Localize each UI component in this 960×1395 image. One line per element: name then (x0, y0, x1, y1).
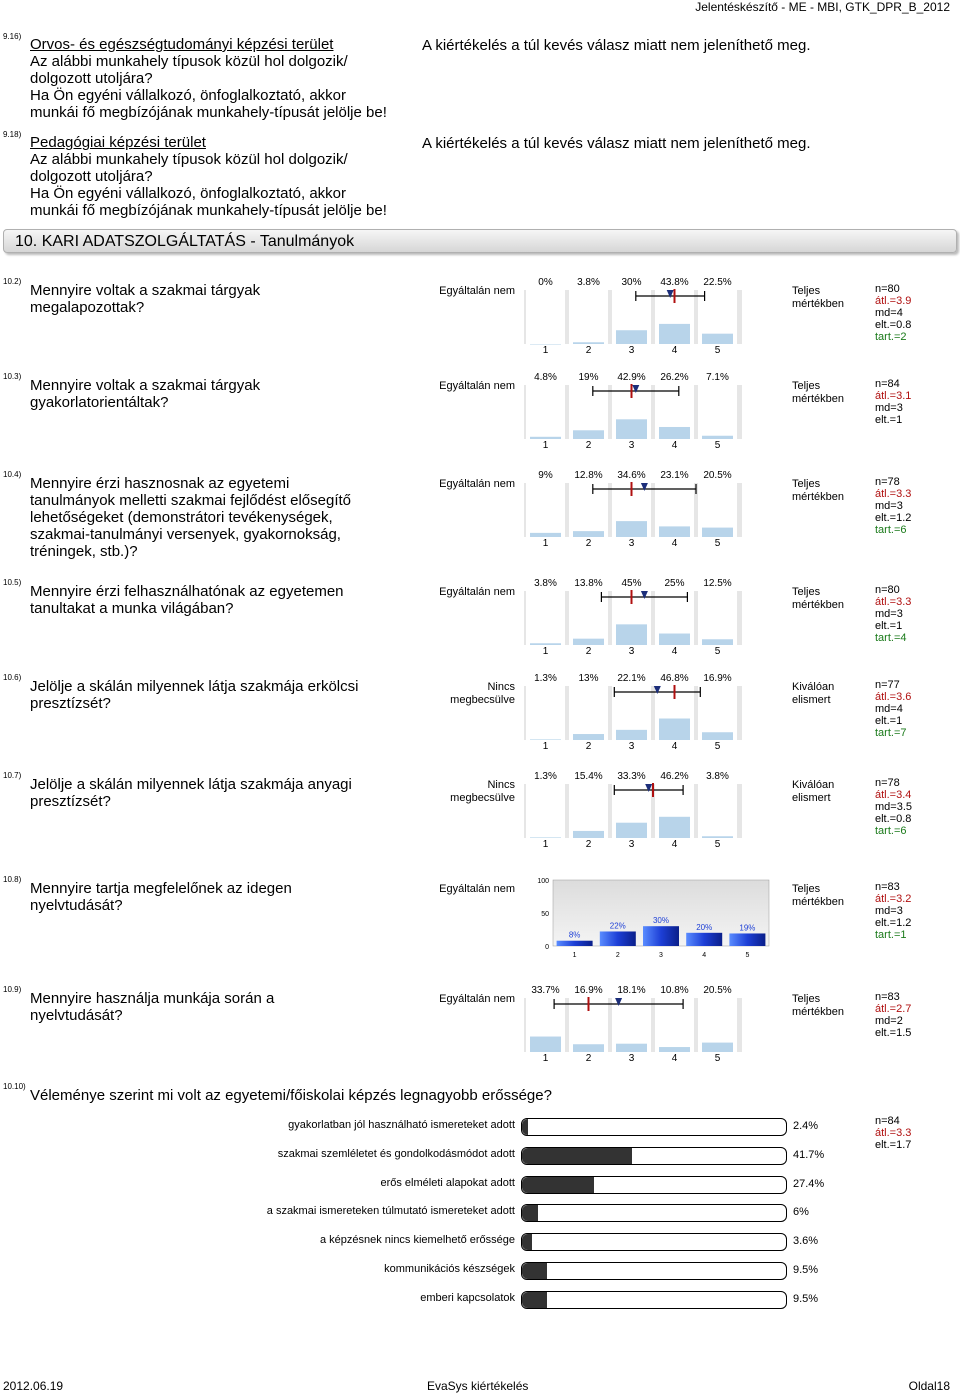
choice-value: 3.6% (793, 1235, 819, 1248)
chart-column (569, 290, 608, 344)
scale-right-label: Kiválóan elismert (792, 779, 835, 804)
distribution-bar (659, 817, 690, 838)
question-text: Véleménye szerint mi volt az egyetemi/főiskolai képzés legnagyobb erőssége? (30, 1087, 552, 1104)
question-text (30, 282, 415, 316)
section-title: 10. KARI ADATSZOLGÁLTATÁS - Tanulmányok (15, 233, 355, 250)
pct-label: 9% (538, 470, 553, 481)
choice-label: erős elméleti alapokat adott (380, 1176, 515, 1189)
chart-column (569, 483, 608, 537)
scale-tick: 2 (585, 839, 592, 848)
stat-line: n=84 (875, 1115, 900, 1127)
no-result-note: A kiértékelés a túl kevés válasz miatt nem jeleníthető meg. (422, 135, 811, 152)
chart-column (526, 483, 565, 537)
scale-left-label: Egyáltalán nem (439, 478, 515, 490)
distribution-bar (573, 734, 604, 740)
distribution-bar (616, 1044, 647, 1052)
stat-line: n=77 (875, 679, 900, 691)
pct-label: 26.2% (660, 372, 689, 383)
question-line: szakmai-tanulmányi versenyek, gyakornokság, (30, 526, 341, 543)
scale-tick: 5 (714, 345, 721, 354)
x-tick: 5 (745, 952, 750, 959)
y-tick: 0 (545, 944, 549, 951)
pct-label: 13% (578, 673, 599, 684)
question-line: dolgozott utoljára? (30, 70, 153, 87)
scale-tick: 4 (671, 538, 678, 547)
stat-line: n=83 (875, 881, 900, 893)
distribution-bar (616, 521, 647, 537)
stat-line: átl.=3.1 (875, 390, 912, 402)
pct-label: 18.1% (617, 985, 646, 996)
choice-label: a képzésnek nincs kiemelhető erőssége (319, 1234, 515, 1247)
question-line: presztízsét? (30, 793, 111, 810)
distribution-bar (573, 1044, 604, 1052)
question-stats (875, 991, 911, 1039)
pct-label: 20.5% (703, 470, 732, 481)
distribution-bar (616, 419, 647, 439)
pct-label: 0% (538, 277, 553, 288)
scale-right-label: Teljes mértékben (792, 380, 844, 405)
choice-bar (521, 1118, 787, 1136)
section-header (3, 229, 957, 253)
data-label: 20% (696, 922, 713, 932)
choice-label: emberi kapcsolatok (420, 1291, 515, 1304)
question-stats (875, 584, 911, 644)
stat-line: md=3.5 (875, 801, 912, 813)
stat-line: elt.=1 (875, 620, 903, 632)
choice-bar-fill (522, 1263, 547, 1279)
scale-tick: 3 (628, 646, 635, 655)
distribution-chart (524, 670, 742, 750)
distribution-chart (524, 575, 742, 655)
stat-line: átl.=3.3 (875, 596, 912, 608)
scale-tick: 1 (542, 741, 549, 750)
question-line: presztízsét? (30, 695, 111, 712)
stat-line: elt.=1.7 (875, 1139, 912, 1151)
choice-label: gyakorlatban jól használható ismereteket adott (288, 1119, 515, 1131)
question-line: Mennyire tartja megfelelőnek az idegen (30, 880, 292, 897)
scale-tick: 2 (585, 538, 592, 547)
stat-line: md=3 (875, 500, 903, 512)
choice-value: 2.4% (793, 1120, 819, 1132)
pct-label: 4.8% (534, 372, 557, 383)
pct-label: 46.8% (660, 673, 689, 684)
chart-bar (686, 933, 722, 946)
stat-line: tart.=2 (875, 331, 907, 343)
report-header-title: Jelentéskészítő - ME - MBI, GTK_DPR_B_2012 (695, 0, 950, 14)
scale-tick: 4 (671, 741, 678, 750)
distribution-bar (702, 732, 733, 740)
choice-bar-fill (522, 1177, 594, 1193)
choice-value: 27.4% (793, 1177, 825, 1190)
question-line: Mennyire voltak a szakmai tárgyak (30, 377, 261, 394)
scale-tick: 5 (714, 646, 721, 655)
question-text (30, 134, 415, 219)
distribution-bar (702, 436, 733, 439)
footer-page: Oldal18 (908, 1379, 950, 1393)
pct-label: 7.1% (706, 372, 729, 383)
scale-tick: 3 (628, 1053, 635, 1062)
distribution-bar (659, 1047, 690, 1052)
x-tick: 2 (615, 952, 620, 959)
chart-bar (643, 926, 679, 946)
scale-left-label: Egyáltalán nem (439, 285, 515, 297)
choice-value: 6% (793, 1206, 809, 1219)
choice-label: kommunikációs készségek (384, 1263, 515, 1275)
chart-column (526, 290, 565, 344)
question-number: 10.2) (3, 277, 22, 286)
question-line: Mennyire használja munkája során a (30, 990, 275, 1007)
chart-column (526, 591, 565, 645)
pct-label: 33.7% (531, 985, 560, 996)
question-stats (875, 1115, 911, 1151)
scale-tick: 4 (671, 440, 678, 449)
stat-line: md=3 (875, 402, 903, 414)
question-number: 9.16) (3, 32, 22, 41)
choice-label: a szakmai ismereteken túlmutató ismereteket adott (266, 1205, 515, 1218)
distribution-bar (530, 533, 561, 537)
stat-line: átl.=3.6 (875, 691, 912, 703)
distribution-bar (530, 643, 561, 645)
scale-tick: 1 (542, 440, 549, 449)
stat-line: elt.=1 (875, 414, 903, 426)
distribution-bar (659, 427, 690, 439)
scale-tick: 4 (671, 646, 678, 655)
distribution-bar (573, 639, 604, 645)
scale-tick: 3 (628, 538, 635, 547)
distribution-chart (524, 768, 742, 848)
scale-tick: 4 (671, 1053, 678, 1062)
choice-bar-fill (522, 1292, 547, 1308)
question-line: Mennyire érzi felhasználhatónak az egyetemen (30, 583, 344, 600)
scale-left-label: Nincs megbecsülve (450, 779, 515, 804)
chart-column (698, 591, 737, 645)
scale-tick: 1 (542, 839, 549, 848)
stat-line: tart.=1 (875, 929, 907, 941)
pct-label: 1.3% (534, 673, 557, 684)
question-line: nyelvtudását? (30, 1007, 123, 1024)
scale-tick: 3 (628, 440, 635, 449)
chart-column (698, 686, 737, 740)
scale-left-label: Egyáltalán nem (439, 993, 515, 1005)
stat-line: n=84 (875, 378, 900, 390)
footer-date: 2012.06.19 (3, 1379, 64, 1393)
distribution-chart (524, 982, 742, 1062)
scale-left-label: Egyáltalán nem (439, 380, 515, 392)
choice-bar (521, 1147, 787, 1165)
scale-tick: 2 (585, 345, 592, 354)
distribution-bar (530, 437, 561, 439)
pct-label: 34.6% (617, 470, 646, 481)
scale-tick: 2 (585, 646, 592, 655)
stat-line: n=78 (875, 476, 900, 488)
question-number: 9.18) (3, 130, 22, 139)
scale-tick: 5 (714, 538, 721, 547)
distribution-bar (616, 730, 647, 740)
distribution-bar (702, 334, 733, 344)
distribution-bar (530, 739, 561, 740)
pct-label: 22.5% (703, 277, 732, 288)
chart-column (526, 385, 565, 439)
scale-tick: 3 (628, 741, 635, 750)
question-text (30, 475, 415, 560)
data-label: 30% (652, 916, 670, 926)
stat-line: tart.=6 (875, 524, 907, 536)
pct-label: 16.9% (703, 673, 732, 684)
distribution-bar (616, 823, 647, 838)
chart-column (698, 784, 737, 838)
question-line: Mennyire voltak a szakmai tárgyak (30, 282, 261, 299)
question-stats (875, 476, 911, 536)
question-number: 10.7) (3, 771, 22, 780)
choice-value: 9.5% (793, 1292, 819, 1305)
question-line: tanulmányok melletti szakmai fejlődést elősegítő (30, 492, 351, 509)
stat-line: elt.=1.2 (875, 917, 912, 929)
choice-value: 41.7% (793, 1148, 825, 1161)
question-text (30, 776, 415, 810)
data-label: 8% (568, 930, 581, 940)
chart-bar (729, 933, 765, 946)
distribution-bar (573, 831, 604, 838)
question-line: tanultakat a munka világában? (30, 600, 234, 617)
scale-tick: 3 (628, 839, 635, 848)
pct-label: 42.9% (617, 372, 646, 383)
question-line: Ha Ön egyéni vállalkozó, önfoglalkoztató, akkor (30, 87, 347, 104)
distribution-bar (573, 531, 604, 537)
scale-tick: 5 (714, 440, 721, 449)
question-stats (875, 679, 911, 739)
pct-label: 23.1% (660, 470, 689, 481)
scale-tick: 4 (671, 839, 678, 848)
question-text (30, 880, 415, 914)
stat-line: tart.=4 (875, 632, 907, 644)
question-number: 10.9) (3, 985, 22, 994)
pct-label: 1.3% (534, 771, 557, 782)
pct-label: 25% (664, 578, 685, 589)
distribution-bar (702, 639, 733, 645)
pct-label: 20.5% (703, 985, 732, 996)
stat-line: átl.=3.9 (875, 295, 912, 307)
question-stats (875, 777, 912, 837)
question-title: Pedagógiai képzési terület (30, 134, 206, 151)
question-number: 10.3) (3, 372, 22, 381)
choice-bar (521, 1176, 787, 1194)
question-number: 10.4) (3, 470, 22, 479)
stat-line: n=83 (875, 991, 900, 1003)
stat-line: n=80 (875, 283, 900, 295)
pct-label: 45% (621, 578, 642, 589)
question-number: 10.8) (3, 875, 22, 884)
distribution-chart (524, 274, 742, 354)
question-line: Jelölje a skálán milyennek látja szakmája erkölcsi (30, 678, 359, 695)
distribution-bar (530, 1037, 561, 1052)
question-title: Orvos- és egészségtudományi képzési terület (30, 36, 334, 53)
scale-right-label: Teljes mértékben (792, 883, 844, 908)
chart-column (698, 385, 737, 439)
question-line: megalapozottak? (30, 299, 145, 316)
pct-label: 46.2% (660, 771, 689, 782)
data-label: 19% (739, 923, 756, 933)
pct-label: 12.5% (703, 578, 732, 589)
stat-line: átl.=3.4 (875, 789, 912, 801)
scale-left-label: Nincs megbecsülve (450, 681, 515, 706)
scale-right-label: Teljes mértékben (792, 285, 844, 310)
distribution-bar (573, 430, 604, 439)
distribution-bar (702, 836, 733, 838)
y-tick: 50 (541, 911, 549, 918)
pct-label: 3.8% (706, 771, 729, 782)
stat-line: n=78 (875, 777, 900, 789)
pct-label: 10.8% (660, 985, 689, 996)
bar-chart (525, 874, 775, 960)
pct-label: 30% (621, 277, 642, 288)
scale-tick: 5 (714, 1053, 721, 1062)
question-line: Mennyire érzi hasznosnak az egyetemi (30, 475, 290, 492)
distribution-bar (659, 634, 690, 645)
x-tick: 4 (702, 952, 707, 959)
choice-bar (521, 1262, 787, 1280)
question-number: 10.10) (3, 1082, 26, 1091)
stat-line: átl.=3.2 (875, 893, 912, 905)
no-result-note: A kiértékelés a túl kevés válasz miatt nem jeleníthető meg. (422, 37, 811, 54)
question-text (30, 583, 415, 617)
scale-right-label: Teljes mértékben (792, 478, 844, 503)
question-line: nyelvtudását? (30, 897, 123, 914)
scale-tick: 5 (714, 839, 721, 848)
scale-tick: 1 (542, 345, 549, 354)
scale-left-label: Egyáltalán nem (439, 883, 515, 895)
scale-tick: 2 (585, 440, 592, 449)
stat-line: átl.=3.3 (875, 1127, 912, 1139)
pct-label: 15.4% (574, 771, 603, 782)
question-line: Az alábbi munkahely típusok közül hol dolgozik/ (30, 53, 348, 70)
data-label: 22% (609, 921, 626, 931)
question-text (30, 990, 415, 1024)
choice-bar (521, 1233, 787, 1251)
scale-left-label: Egyáltalán nem (439, 586, 515, 598)
stat-line: tart.=6 (875, 825, 907, 837)
question-stats (875, 283, 911, 343)
chart-column (526, 686, 565, 740)
distribution-bar (659, 324, 690, 344)
chart-column (655, 998, 694, 1052)
stat-line: md=4 (875, 307, 903, 319)
distribution-bar (702, 528, 733, 537)
scale-tick: 1 (542, 538, 549, 547)
question-line: Jelölje a skálán milyennek látja szakmája anyagi (30, 776, 352, 793)
stat-line: átl.=2.7 (875, 1003, 912, 1015)
pct-label: 22.1% (617, 673, 646, 684)
y-tick: 100 (537, 878, 549, 885)
choice-bar-fill (522, 1205, 538, 1221)
stat-line: md=2 (875, 1015, 903, 1027)
distribution-bar (616, 624, 647, 645)
stat-line: md=3 (875, 608, 903, 620)
distribution-bar (702, 1043, 733, 1052)
scale-tick: 4 (671, 345, 678, 354)
scale-tick: 5 (714, 741, 721, 750)
stat-line: md=4 (875, 703, 903, 715)
stat-line: elt.=1.5 (875, 1027, 912, 1039)
choice-value: 9.5% (793, 1264, 819, 1276)
stat-line: elt.=0.8 (875, 813, 912, 825)
choice-bar (521, 1204, 787, 1222)
distribution-chart (524, 369, 742, 449)
scale-tick: 2 (585, 741, 592, 750)
question-line: Az alábbi munkahely típusok közül hol dolgozik/ (30, 151, 348, 168)
stat-line: tart.=7 (875, 727, 907, 739)
scale-right-label: Teljes mértékben (792, 586, 844, 611)
scale-tick: 1 (542, 1053, 549, 1062)
distribution-chart (524, 467, 742, 547)
choice-label: szakmai szemléletet és gondolkodásmódot adott (277, 1147, 515, 1160)
question-line: lehetőségeket (demonstrátori tevékenységek, (30, 509, 333, 526)
stat-line: elt.=0.8 (875, 319, 912, 331)
chart-column (569, 686, 608, 740)
question-text (30, 678, 415, 712)
question-line: munkái fő megbízójának munkahely-típusát jelölje be! (30, 202, 387, 219)
scale-right-label: Kiválóan elismert (792, 681, 835, 706)
chart-bar (557, 941, 593, 946)
choice-bar-fill (522, 1234, 532, 1250)
pct-label: 43.8% (660, 277, 689, 288)
scale-tick: 1 (542, 646, 549, 655)
distribution-bar (530, 837, 561, 838)
chart-bar (600, 931, 636, 946)
choice-bar-fill (522, 1148, 632, 1164)
question-line: tréningek, stb.)? (30, 543, 138, 560)
pct-label: 16.9% (574, 985, 603, 996)
scale-right-label: Teljes mértékben (792, 993, 844, 1018)
footer-center: EvaSys kiértékelés (427, 1379, 529, 1393)
choice-bar (521, 1291, 787, 1309)
distribution-bar (616, 330, 647, 344)
pct-label: 33.3% (617, 771, 646, 782)
question-number: 10.5) (3, 578, 22, 587)
stat-line: elt.=1 (875, 715, 903, 727)
stat-line: elt.=1.2 (875, 512, 912, 524)
question-number: 10.6) (3, 673, 22, 682)
stat-line: md=3 (875, 905, 903, 917)
distribution-bar (573, 342, 604, 344)
pct-label: 3.8% (534, 578, 557, 589)
question-text (30, 36, 415, 121)
pct-label: 3.8% (577, 277, 600, 288)
chart-column (569, 591, 608, 645)
question-line: Ha Ön egyéni vállalkozó, önfoglalkoztató, akkor (30, 185, 347, 202)
question-stats (875, 881, 911, 941)
choice-bar-fill (522, 1119, 528, 1135)
distribution-bar (659, 719, 690, 740)
pct-label: 12.8% (574, 470, 603, 481)
chart-column (569, 784, 608, 838)
pct-label: 13.8% (574, 578, 603, 589)
question-line: dolgozott utoljára? (30, 168, 153, 185)
stat-line: n=80 (875, 584, 900, 596)
question-line: gyakorlatorientáltak? (30, 394, 169, 411)
question-text (30, 377, 415, 411)
question-stats (875, 378, 911, 426)
question-line: munkái fő megbízójának munkahely-típusát jelölje be! (30, 104, 387, 121)
distribution-bar (659, 526, 690, 537)
x-tick: 1 (572, 952, 577, 959)
stat-line: átl.=3.3 (875, 488, 912, 500)
x-tick: 3 (659, 952, 663, 959)
scale-tick: 2 (585, 1053, 592, 1062)
pct-label: 19% (578, 372, 599, 383)
chart-column (526, 784, 565, 838)
scale-tick: 3 (628, 345, 635, 354)
